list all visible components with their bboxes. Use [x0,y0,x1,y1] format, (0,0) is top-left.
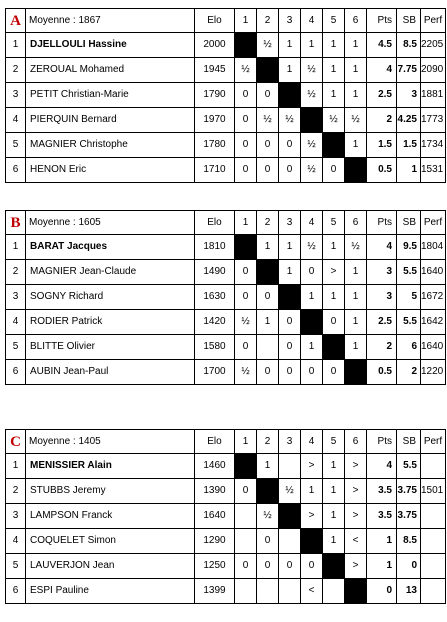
result-cell: 0 [279,158,301,183]
header-round-3: 3 [279,211,301,235]
player-elo: 1780 [195,133,235,158]
result-cell [279,579,301,604]
table-row [6,58,446,83]
header-round-6: 6 [345,430,367,454]
header-round-2: 2 [257,9,279,33]
result-cell: < [345,529,367,554]
diagonal-cell [301,529,323,554]
header-round-5: 5 [323,430,345,454]
player-points: 2.5 [367,310,397,335]
result-cell: 1 [345,260,367,285]
player-sb: 1 [397,158,421,183]
player-elo: 1490 [195,260,235,285]
player-name: STUBBS Jeremy [26,479,195,504]
player-points: 1 [367,554,397,579]
result-cell: > [345,454,367,479]
result-cell: 0 [235,108,257,133]
player-sb: 0 [397,554,421,579]
player-rank: 4 [6,529,26,554]
player-sb: 5.5 [397,310,421,335]
player-name: ESPI Pauline [26,579,195,604]
header-perf: Perf [421,211,446,235]
player-elo: 2000 [195,33,235,58]
result-cell: 1 [345,33,367,58]
player-elo: 1790 [195,83,235,108]
table-row [6,158,446,183]
player-sb: 3 [397,83,421,108]
player-rank: 3 [6,83,26,108]
result-cell: ½ [301,158,323,183]
result-cell: 0 [235,285,257,310]
player-rank: 4 [6,108,26,133]
result-cell: 1 [323,285,345,310]
player-sb: 5.5 [397,260,421,285]
result-cell: 0 [257,83,279,108]
header-round-1: 1 [235,430,257,454]
result-cell: 1 [301,33,323,58]
player-elo: 1945 [195,58,235,83]
header-elo: Elo [195,9,235,33]
player-rank: 1 [6,235,26,260]
result-cell: 0 [235,83,257,108]
player-rank: 6 [6,158,26,183]
player-points: 3.5 [367,479,397,504]
player-sb: 8.5 [397,529,421,554]
header-round-1: 1 [235,9,257,33]
player-name: COQUELET Simon [26,529,195,554]
header-sb: SB [397,9,421,33]
header-pts: Pts [367,9,397,33]
result-cell: ½ [301,83,323,108]
diagonal-cell [345,158,367,183]
result-cell [235,504,257,529]
player-perf: 1501 [421,479,446,504]
table-row [6,310,446,335]
player-points: 4 [367,454,397,479]
player-perf: 1220 [421,360,446,385]
header-round-1: 1 [235,211,257,235]
header-round-5: 5 [323,211,345,235]
result-cell: 0 [301,360,323,385]
result-cell: 1 [279,33,301,58]
table-row [6,33,446,58]
result-cell: ½ [323,108,345,133]
result-cell: 0 [235,335,257,360]
player-name: ZEROUAL Mohamed [26,58,195,83]
header-round-6: 6 [345,9,367,33]
header-row [6,9,446,33]
player-perf [421,529,446,554]
result-cell: > [323,260,345,285]
result-cell: ½ [279,108,301,133]
table-row [6,454,446,479]
result-cell: 0 [235,133,257,158]
player-points: 2.5 [367,83,397,108]
player-rank: 6 [6,360,26,385]
result-cell: 0 [257,285,279,310]
result-cell: 1 [323,504,345,529]
result-cell: 1 [323,235,345,260]
player-sb: 8.5 [397,33,421,58]
result-cell: 0 [279,554,301,579]
player-sb: 5 [397,285,421,310]
player-sb: 9.5 [397,235,421,260]
header-round-2: 2 [257,430,279,454]
table-row [6,235,446,260]
result-cell: 0 [279,360,301,385]
header-sb: SB [397,430,421,454]
player-elo: 1640 [195,504,235,529]
player-name: RODIER Patrick [26,310,195,335]
player-sb: 2 [397,360,421,385]
result-cell: > [345,504,367,529]
result-cell: 1 [323,454,345,479]
result-cell: 1 [323,479,345,504]
result-cell: 0 [257,554,279,579]
table-row [6,83,446,108]
player-perf [421,504,446,529]
group-average: Moyenne : 1605 [26,211,195,235]
player-name: LAUVERJON Jean [26,554,195,579]
player-perf: 1642 [421,310,446,335]
result-cell [279,454,301,479]
player-rank: 3 [6,504,26,529]
player-points: 2 [367,108,397,133]
result-cell: 0 [301,260,323,285]
player-points: 3 [367,285,397,310]
result-cell: 1 [323,33,345,58]
player-points: 3 [367,260,397,285]
diagonal-cell [257,260,279,285]
result-cell: ½ [301,58,323,83]
result-cell: > [301,504,323,529]
player-points: 4.5 [367,33,397,58]
result-cell: ½ [257,504,279,529]
header-round-2: 2 [257,211,279,235]
header-round-4: 4 [301,211,323,235]
result-cell: 1 [301,479,323,504]
header-round-6: 6 [345,211,367,235]
header-perf: Perf [421,9,446,33]
player-name: PETIT Christian-Marie [26,83,195,108]
result-cell: ½ [235,360,257,385]
result-cell: ½ [345,235,367,260]
player-elo: 1710 [195,158,235,183]
diagonal-cell [279,504,301,529]
player-rank: 1 [6,33,26,58]
player-points: 4 [367,58,397,83]
table-row [6,504,446,529]
player-elo: 1460 [195,454,235,479]
result-cell: 0 [323,310,345,335]
player-name: BARAT Jacques [26,235,195,260]
result-cell [323,579,345,604]
table-row [6,529,446,554]
player-perf: 2205 [421,33,446,58]
table-row [6,285,446,310]
header-round-3: 3 [279,430,301,454]
player-rank: 6 [6,579,26,604]
header-row [6,430,446,454]
table-row [6,335,446,360]
player-points: 1 [367,529,397,554]
result-cell: 1 [301,335,323,360]
group-letter [6,430,26,454]
player-rank: 5 [6,335,26,360]
player-perf: 1881 [421,83,446,108]
table-row [6,579,446,604]
result-cell: > [345,554,367,579]
result-cell: ½ [235,58,257,83]
diagonal-cell [323,554,345,579]
result-cell: 0 [279,335,301,360]
group-average: Moyenne : 1867 [26,9,195,33]
player-elo: 1420 [195,310,235,335]
diagonal-cell [235,454,257,479]
player-elo: 1390 [195,479,235,504]
header-pts: Pts [367,211,397,235]
result-cell: 1 [345,310,367,335]
result-cell: 1 [345,335,367,360]
result-cell: 1 [323,83,345,108]
result-cell: 1 [279,260,301,285]
player-sb: 7.75 [397,58,421,83]
header-round-3: 3 [279,9,301,33]
player-perf: 1672 [421,285,446,310]
result-cell: 0 [257,133,279,158]
group-b-table [5,210,446,385]
diagonal-cell [235,33,257,58]
group-letter-text: B [10,214,21,231]
result-cell: 1 [323,58,345,83]
header-round-4: 4 [301,9,323,33]
result-cell: 0 [235,158,257,183]
player-rank: 5 [6,554,26,579]
result-cell: 1 [301,285,323,310]
player-elo: 1580 [195,335,235,360]
player-perf [421,554,446,579]
player-rank: 2 [6,58,26,83]
player-name: MAGNIER Jean-Claude [26,260,195,285]
player-sb: 1.5 [397,133,421,158]
result-cell: 0 [279,310,301,335]
result-cell: > [345,479,367,504]
player-perf [421,454,446,479]
diagonal-cell [345,579,367,604]
result-cell: 1 [323,529,345,554]
result-cell: ½ [257,108,279,133]
header-sb: SB [397,211,421,235]
player-perf: 1734 [421,133,446,158]
result-cell [257,335,279,360]
result-cell: ½ [257,33,279,58]
player-rank: 5 [6,133,26,158]
result-cell: 1 [345,133,367,158]
player-elo: 1399 [195,579,235,604]
diagonal-cell [279,285,301,310]
group-a-table [5,8,446,183]
player-points: 1.5 [367,133,397,158]
player-perf: 2090 [421,58,446,83]
diagonal-cell [301,108,323,133]
player-name: SOGNY Richard [26,285,195,310]
player-points: 0.5 [367,360,397,385]
player-sb: 6 [397,335,421,360]
player-elo: 1630 [195,285,235,310]
diagonal-cell [257,479,279,504]
result-cell: 0 [279,133,301,158]
result-cell [279,529,301,554]
player-points: 3.5 [367,504,397,529]
table-row [6,554,446,579]
result-cell: 0 [323,360,345,385]
player-rank: 3 [6,285,26,310]
header-round-5: 5 [323,9,345,33]
result-cell: 1 [257,454,279,479]
player-perf: 1531 [421,158,446,183]
group-letter [6,211,26,235]
player-name: LAMPSON Franck [26,504,195,529]
result-cell: 0 [257,529,279,554]
result-cell [257,579,279,604]
result-cell [235,579,257,604]
player-name: HENON Eric [26,158,195,183]
result-cell: 1 [345,285,367,310]
result-cell: 0 [257,158,279,183]
player-points: 2 [367,335,397,360]
result-cell: > [301,454,323,479]
result-cell: 0 [235,554,257,579]
player-rank: 4 [6,310,26,335]
player-rank: 2 [6,260,26,285]
group-c-table [5,429,446,604]
player-sb: 5.5 [397,454,421,479]
result-cell: 1 [345,58,367,83]
diagonal-cell [345,360,367,385]
table-row [6,260,446,285]
player-perf: 1640 [421,260,446,285]
table-row [6,108,446,133]
table-row [6,479,446,504]
diagonal-cell [301,310,323,335]
player-sb: 3.75 [397,479,421,504]
player-perf: 1804 [421,235,446,260]
result-cell: 0 [257,360,279,385]
player-name: BLITTE Olivier [26,335,195,360]
player-name: DJELLOULI Hassine [26,33,195,58]
group-average: Moyenne : 1405 [26,430,195,454]
player-name: AUBIN Jean-Paul [26,360,195,385]
table-row [6,360,446,385]
result-cell: 0 [235,479,257,504]
result-cell: 1 [257,310,279,335]
result-cell: 1 [345,83,367,108]
header-pts: Pts [367,430,397,454]
player-name: PIERQUIN Bernard [26,108,195,133]
result-cell: 1 [279,58,301,83]
result-cell: ½ [301,235,323,260]
player-points: 0 [367,579,397,604]
player-elo: 1250 [195,554,235,579]
group-letter-text: A [10,12,21,29]
player-perf: 1640 [421,335,446,360]
group-letter [6,9,26,33]
player-name: MAGNIER Christophe [26,133,195,158]
player-sb: 3.75 [397,504,421,529]
table-row [6,133,446,158]
diagonal-cell [257,58,279,83]
player-elo: 1700 [195,360,235,385]
player-elo: 1810 [195,235,235,260]
diagonal-cell [323,133,345,158]
player-elo: 1970 [195,108,235,133]
player-points: 4 [367,235,397,260]
player-rank: 2 [6,479,26,504]
header-row [6,211,446,235]
player-elo: 1290 [195,529,235,554]
player-sb: 13 [397,579,421,604]
diagonal-cell [323,335,345,360]
result-cell [235,529,257,554]
player-sb: 4.25 [397,108,421,133]
result-cell: 0 [301,554,323,579]
result-cell: 1 [279,235,301,260]
result-cell: < [301,579,323,604]
diagonal-cell [235,235,257,260]
header-elo: Elo [195,430,235,454]
header-round-4: 4 [301,430,323,454]
result-cell: 0 [323,158,345,183]
result-cell: ½ [235,310,257,335]
diagonal-cell [279,83,301,108]
header-perf: Perf [421,430,446,454]
player-perf: 1773 [421,108,446,133]
result-cell: ½ [279,479,301,504]
result-cell: ½ [301,133,323,158]
header-elo: Elo [195,211,235,235]
result-cell: 1 [257,235,279,260]
player-points: 0.5 [367,158,397,183]
group-letter-text: C [10,433,21,450]
result-cell: ½ [345,108,367,133]
player-rank: 1 [6,454,26,479]
player-name: MENISSIER Alain [26,454,195,479]
result-cell: 0 [235,260,257,285]
player-perf [421,579,446,604]
